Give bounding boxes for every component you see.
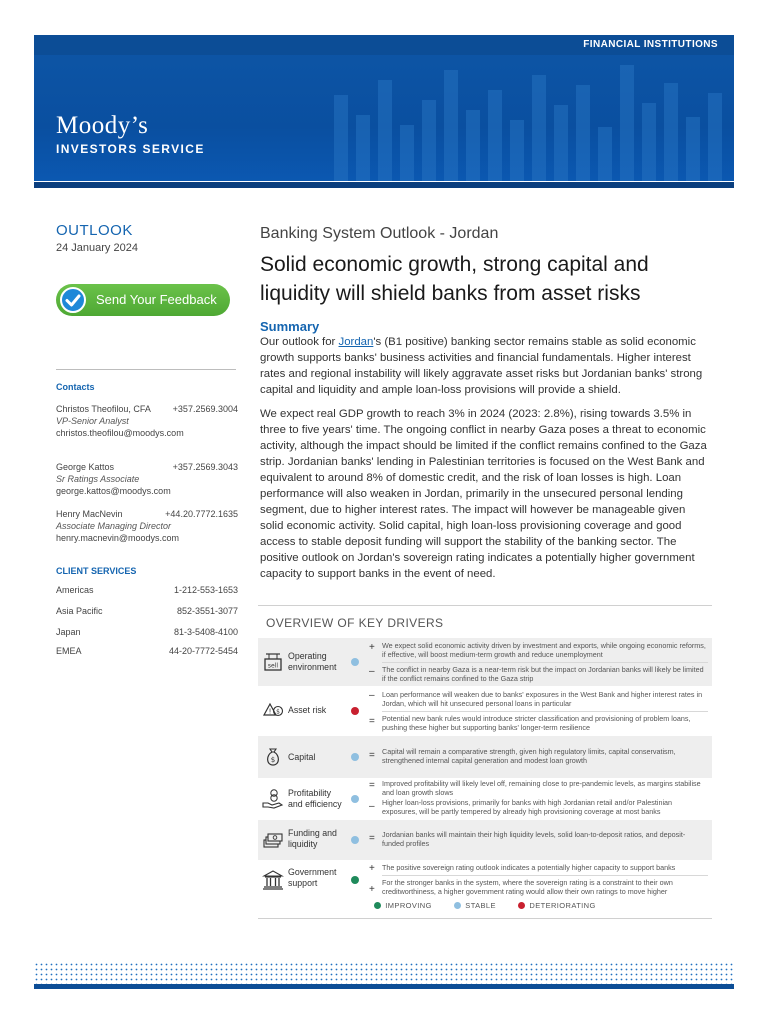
region-phone[interactable]: 81-3-5408-4100	[173, 627, 238, 637]
status-dot-stable	[351, 753, 359, 761]
driver-text: Jordanian banks will maintain their high liquidity levels, solid loan-to-deposit ratios, and deposit-funded profiles	[382, 830, 686, 849]
section-label: FINANCIAL INSTITUTIONS	[583, 39, 718, 50]
client-services-row	[56, 627, 238, 637]
key-drivers-title: OVERVIEW OF KEY DRIVERS	[266, 616, 444, 630]
summary-text: 's (B1 positive) banking sector remains stable as solid economic growth supports banks' business activities and financial fundamentals. Higher interest rates and regional instability will likely aggravate asset risks but Jordanian banks' strong capital and liquidity and ample loan-loss provisions will provide a shield.	[260, 336, 703, 396]
contact-phone[interactable]: +357.2569.3004	[172, 404, 238, 414]
driver-text: Higher loan-loss provisions, primarily for banks with high Jordanian retail and/or Palestinian exposures, will be partly tempered by already high provisioning coverage at most banks	[382, 798, 673, 817]
row-divider	[382, 875, 708, 876]
driver-label: Funding and liquidity	[288, 828, 337, 849]
status-dot-deteriorating	[351, 707, 359, 715]
contact-email[interactable]: christos.theofilou@moodys.com	[56, 428, 184, 438]
driver-label: Capital	[288, 752, 316, 762]
report-kicker: Banking System Outlook - Jordan	[260, 225, 499, 242]
warning-dollar-icon	[262, 700, 284, 722]
document-type: OUTLOOK	[56, 222, 133, 239]
driver-row-operating-environment	[258, 638, 712, 686]
header-banner	[34, 35, 734, 188]
driver-text: Improved profitability will likely level off, remaining close to pre-pandemic levels, as margins stabilise and loan growth slows	[382, 779, 701, 798]
driver-sign: –	[369, 801, 375, 812]
contact-entry	[56, 461, 238, 497]
main-content	[260, 225, 710, 582]
hand-coins-icon	[262, 788, 284, 810]
driver-row-funding-liquidity	[258, 820, 712, 860]
contact-title: Sr Ratings Associate	[56, 474, 140, 484]
moodys-logo	[56, 113, 205, 156]
legend-item-improving	[374, 901, 432, 910]
region-name: Asia Pacific	[56, 606, 103, 616]
driver-text: The positive sovereign rating outlook indicates a potentially higher capacity to support banks	[382, 863, 676, 872]
contact-phone[interactable]: +357.2569.3043	[172, 462, 238, 472]
summary-heading: Summary	[260, 319, 320, 334]
contact-name: Henry MacNevin	[56, 509, 123, 519]
driver-label: Operating environment	[288, 651, 337, 672]
page-title: Solid economic growth, strong capital and liquidity will shield banks from asset risks	[260, 253, 649, 305]
cash-stack-icon	[262, 829, 284, 851]
checkmark-icon	[60, 287, 86, 313]
footer-dot-pattern	[34, 962, 734, 984]
row-divider	[382, 711, 708, 712]
logo-subtitle: INVESTORS SERVICE	[56, 142, 205, 156]
contact-email[interactable]: henry.macnevin@moodys.com	[56, 533, 180, 543]
logo-wordmark: Moody’s	[56, 112, 149, 139]
status-dot-improving	[351, 876, 359, 884]
client-services-row	[56, 585, 238, 595]
driver-sign: +	[369, 884, 375, 895]
region-phone[interactable]: 44-20-7772-5454	[168, 646, 238, 656]
client-services-row	[56, 646, 238, 656]
money-bag-icon	[262, 746, 284, 768]
contact-name: Christos Theofilou, CFA	[56, 404, 151, 414]
region-name: Japan	[56, 627, 81, 637]
driver-sign: =	[369, 716, 375, 727]
legend-label: STABLE	[465, 901, 496, 910]
body-paragraph: We expect real GDP growth to reach 3% in 2024 (2023: 2.8%), rising towards 3.5% in three to five years' time. The ongoing conflict in nearby Gaza poses a threat to economic activity, although the impact should be limited if the conflict remains confined to the Gaza strip. Jordanian banks' lending in Palestinian territories is focused on the West Bank and equivalent to around 8% of domestic credit, and the risk of loan losses is high. Loan performance will also weaken in Jordan, primarily in the unsecured personal lending segment, due to higher interest rates. The impact will however be manageable given solid economic activity. Solid capital, high loan-loss provisioning coverage and good access to stable deposit funding will support the stability of the banking sector. The positive outlook on Jordan's sovereign rating indicates a potentially higher government capacity to support banks in the event of need.	[260, 408, 707, 580]
contact-entry	[56, 403, 238, 439]
legend-label: DETERIORATING	[529, 901, 596, 910]
legend-label: IMPROVING	[385, 901, 432, 910]
driver-text: Potential new bank rules would introduce stricter classification and provisioning of problem loans, pushing these higher but supporting banks' longer-term resilience	[382, 714, 691, 733]
contact-title: VP-Senior Analyst	[56, 416, 129, 426]
row-divider	[382, 662, 708, 663]
summary-paragraph	[260, 334, 710, 398]
driver-label: Government support	[288, 867, 337, 888]
legend-dot-stable	[454, 902, 461, 909]
driver-row-profitability	[258, 778, 712, 820]
summary-text-prefix: Our outlook for	[260, 336, 339, 348]
svg-text:!: !	[268, 707, 272, 716]
legend-dot-improving	[374, 902, 381, 909]
driver-sign: –	[369, 690, 375, 701]
feedback-label: Send Your Feedback	[96, 292, 217, 307]
contacts-heading: Contacts	[56, 382, 95, 392]
header-top-bar	[34, 35, 734, 55]
status-legend	[258, 901, 712, 910]
driver-text: Capital will remain a comparative strength, given high regulatory limits, capital conservatism, strengthened internal capital generation and modest loan growth	[382, 747, 676, 766]
contact-email[interactable]: george.kattos@moodys.com	[56, 486, 171, 496]
government-building-icon	[262, 869, 284, 891]
client-services-heading: CLIENT SERVICES	[56, 566, 137, 576]
svg-text:sell: sell	[267, 662, 279, 670]
publication-date: 24 January 2024	[56, 242, 138, 254]
driver-sign: =	[369, 750, 375, 761]
status-dot-stable	[351, 795, 359, 803]
driver-text: We expect solid economic activity driven by investment and exports, while ongoing economic reforms, if effective, will boost medium-term growth and reduce unemployment	[382, 641, 706, 660]
panel-top-rule	[258, 605, 712, 606]
driver-sign: +	[369, 863, 375, 874]
panel-bottom-rule	[258, 918, 712, 919]
send-feedback-button[interactable]	[56, 284, 230, 316]
key-drivers-panel	[258, 605, 712, 910]
driver-row-government-support	[258, 860, 712, 900]
driver-text: The conflict in nearby Gaza is a near-term risk but the impact on Jordanian banks will likely be limited if the conflict remains confined to the Gaza strip	[382, 665, 704, 684]
svg-text:$: $	[270, 756, 276, 764]
sidebar-divider	[56, 369, 236, 370]
banner-bottom-stripe	[34, 181, 734, 188]
region-phone[interactable]: 1-212-553-1653	[173, 585, 238, 595]
svg-text:$: $	[276, 708, 280, 716]
sell-sign-icon	[262, 651, 284, 673]
legend-item-deteriorating	[518, 901, 595, 910]
driver-label: Profitability and efficiency	[288, 788, 342, 809]
driver-text: For the stronger banks in the system, where the sovereign rating is a constraint to their own creditworthiness, a higher government rating would allow their own ratings to move higher	[382, 878, 673, 897]
region-name: EMEA	[56, 646, 82, 656]
jordan-link[interactable]: Jordan	[338, 336, 374, 348]
contact-entry	[56, 508, 238, 544]
region-name: Americas	[56, 585, 94, 595]
driver-sign: =	[369, 833, 375, 844]
contact-title: Associate Managing Director	[56, 521, 172, 531]
client-services-row	[56, 606, 238, 616]
driver-row-capital	[258, 736, 712, 778]
region-phone[interactable]: 852-3551-3077	[176, 606, 238, 616]
driver-label: Asset risk	[288, 705, 327, 715]
legend-item-stable	[454, 901, 496, 910]
driver-sign: –	[369, 666, 375, 677]
status-dot-stable	[351, 658, 359, 666]
status-dot-stable	[351, 836, 359, 844]
contact-phone[interactable]: +44.20.7772.1635	[165, 509, 238, 519]
contact-name: George Kattos	[56, 462, 115, 472]
driver-sign: +	[369, 642, 375, 653]
driver-text: Loan performance will weaken due to banks' exposures in the West Bank and higher interest rates in Jordan, which will hit unsecured personal loans in particular	[382, 690, 703, 709]
legend-dot-deteriorating	[518, 902, 525, 909]
driver-row-asset-risk	[258, 686, 712, 736]
sidebar	[56, 222, 238, 656]
footer-bar	[34, 984, 734, 989]
driver-sign: =	[369, 780, 375, 791]
